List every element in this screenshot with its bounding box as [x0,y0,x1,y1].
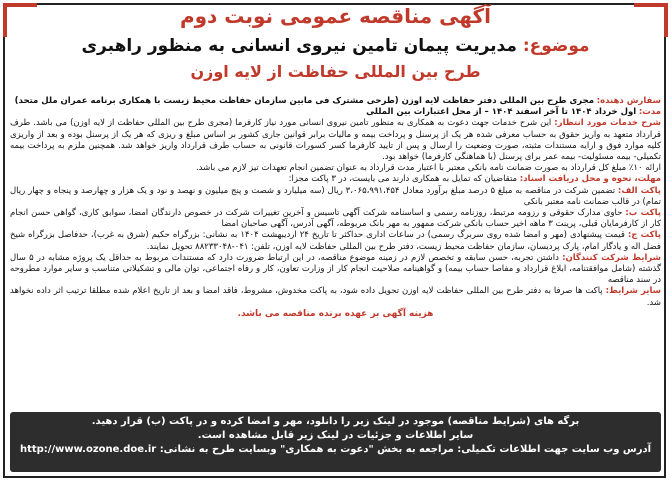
fee-note: هزینه آگهی بر عهده برنده مناقصه می باشد. [237,308,434,319]
info-line-3 [10,443,661,457]
conditions-label: شرایط شرکت کنندگان: [562,252,661,263]
envelope-b-text: حاوی مدارک حقوقی و رزومه مرتبط، روزنامه رسمی و اساسنامه شرکت آگهی تاسیس و آخرین تغییرات شرکت در خصوص دارندگان امضا، سوابق کاری، گواهی حسن انجام کار از کارفرمایان قبلی، پرینت ۳ ماهه اخیر حساب بانکی شرکت ممهور به مهر بانک مربوطه، آگهی آدرس، آگهی صاحبان امضا [10,208,661,230]
employer-line [10,96,661,107]
other-text: پاکت ها صرفا به دفتر طرح بین المللی حفاظت لایه اوزن تحویل داده شود، به پاکت مخدوش، مشروط، فاقد امضا و بعد از تاریخ اعلام شده مطلقا ترتیب اثر داده نخواهد شد. [10,286,661,308]
info-line-1: برگه های (شرایط مناقصه) موجود در لینک زیر را دانلود، مهر و امضا کرده و در پاکت (ب) قرار دهید. [91,416,580,427]
project-name: طرح بین المللی حفاظت از لایه اوزن [190,62,481,81]
envelope-a-label: پاکت الف: [617,185,661,196]
guarantee-note: ارائه ۱۰٪ مبلغ کل قرارداد به صورت ضمانت نامه بانکی معتبر با اعتبار مدت قرارداد به عنوان تضمین انجام تعهدات تیز لازم می باشد. [195,163,661,174]
envelope-a-text: تضمین شرکت در مناقصه به مبلغ ۵ درصد مبلغ برآورد معادل ۳،۰۶۵،۹۹۱،۴۵۴ ریال (سه میلیارد و شصت و پنج میلیون و نهصد و نود و یک هزار و چهارصد و پنجاه و چهار ریال تمام) در قالب ضمانت نامه معتبر بانکی [10,185,661,207]
duration-label: مدت: [638,107,661,118]
info-line-2: سایر اطلاعات و جزئیات در لینک زیر قابل مشاهده است. [197,430,474,441]
envelope-c [10,230,661,252]
duration-text: اول خرداد ۱۴۰۴ تا آخر اسفند ۱۴۰۴ – از محل اعتبارات بین المللی [366,107,637,118]
duration-line [10,107,661,118]
employer-label: سفارش دهنده: [596,96,661,106]
services-label: شرح خدمات مورد انتظار: [554,118,661,129]
website-link[interactable]: http://www.ozone.doe.ir [19,444,157,455]
other-conditions [10,286,661,308]
deadline-text: متقاضیان که تمایل به همکاری دارند می بایست، در ۳ پاکت مجزا: [288,174,518,185]
envelope-c-label: پاکت ج: [627,230,661,241]
info-box [10,412,661,472]
envelope-c-text: قیمت پیشنهادی (مهر و امضا شده روی سربرگ رسمی) در ساعات اداری حداکثر تا تاریخ ۲۴ اردیبهشت ۱۴۰۴ به نشانی: بزرگراه حکیم (شرق به غرب)، حدفاصل بزرگراه شیخ فضل اله و یادگار امام، پارک پردیسان، سازمان حفاظت محیط زیست، دفتر طرح بین المللی حفاظت لایه اوزن، تلفن: ۰۴۱-۸۸۲۳۳۰۴۸ تحویل نمایند. [10,230,661,252]
deadline-label: مهلت، نحوه و محل دریافت اسناد: [519,174,661,185]
conditions-paragraph [10,253,661,287]
other-label: سایر شرایط: [605,286,661,297]
employer-text: مجری طرح بین المللی دفتر حفاظت لایه اوزن (طرحی مشترک فی مابین سازمان حفاظت محیط زیست با همکاری برنامه عمران ملل متحد) [14,96,594,106]
conditions-text: داشتن تجربه، حسن سابقه و تخصص لازم در زمینه موضوع مناقصه، در این ارتباط ضرورت دارد که مستندات مربوط به حداقل یک پروژه مشابه در ۵ سال گذشته (شامل موافقتنامه، ابلاغ قرارداد و مفاصا حساب بیمه) و گواهینامه صلاحیت انجام کار از وزارت تعاون، کار و رفاه اجتماعی، توان مالی و تشکیلاتی متناسب و سایر موارد مطروحه در سند مناقصه [10,252,661,286]
services-text: این شرح خدمات جهت دعوت به همکاری به منظور تامین نیروی انسانی مورد نیاز کارفرما (مجری طرح بین المللی حفاظت از لایه اوزن) می باشد. طرف قرارداد متعهد به واریز حقوق به حساب معرفی شده هر یک از پرسنل و پرداخت بیمه و مالیات برابر قوانین جاری کشور بر اساس مبلغ و ریزی که هر یک از پرسنل بوده و بعد از واریزی کلیه موارد فوق و ارایه مستندات مثبته، صورت وضعیت را ارسال و پس از تایید کارفرما کسر کسورات قانونی به حساب طرف قرارداد واریز خواهد شد. همچنین ملزم به پرداخت بیمه تکمیلی- بیمه مسئولیت- بیمه عمر برای پرسنل (با هماهنگی کارفرما) خواهد بود. [10,118,661,163]
subject-label: موضوع: [522,36,590,56]
envelope-b [10,208,661,230]
info-line-3-text: آدرس وب سایت جهت اطلاعات تکمیلی: مراجعه به بخش "دعوت به همکاری" وبسایت طرح به نشانی: [159,444,652,455]
services-paragraph [10,118,661,163]
envelope-b-label: پاکت ب: [625,208,661,219]
deadline-line [10,174,661,185]
notice-body [10,96,661,320]
notice-subject [10,36,661,56]
subject-text: مدیریت پیمان تامین نیروی انسانی به منظور راهبری [81,36,517,56]
notice-title: آگهی مناقصه عمومی نوبت دوم [179,4,492,28]
envelope-a [10,186,661,208]
